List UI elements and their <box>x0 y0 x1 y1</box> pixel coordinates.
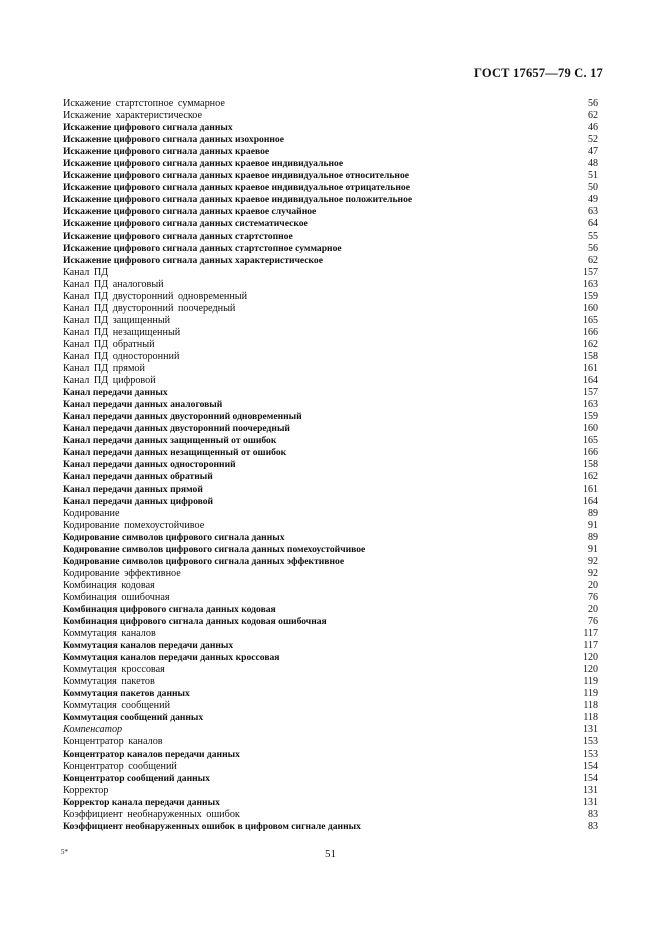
index-entry <box>63 158 598 170</box>
index-page-ref: 120 <box>583 664 598 676</box>
index-term: Корректор <box>63 784 109 796</box>
index-entry <box>63 218 598 230</box>
index-term: Концентратор сообщений <box>63 760 177 772</box>
index-page-ref: 159 <box>583 290 598 302</box>
index-entry <box>63 604 598 616</box>
index-page-ref: 62 <box>588 254 598 266</box>
index-entry <box>63 736 598 748</box>
index-term: Коммутация сообщений данных <box>63 712 204 724</box>
index-entry <box>63 532 598 544</box>
index-term: Кодирование символов цифрового сигнала данных <box>63 531 285 543</box>
index-page-ref: 163 <box>583 399 598 411</box>
index-entry <box>63 170 598 182</box>
index-page-ref: 119 <box>583 688 598 700</box>
index-page-ref: 158 <box>583 350 598 362</box>
index-entry <box>63 785 598 797</box>
index-term: Искажение стартстопное суммарное <box>63 98 225 109</box>
index-entry <box>63 544 598 556</box>
index-term: Искажение цифрового сигнала данных краевое <box>63 146 270 158</box>
signature-mark: 5* <box>61 848 68 856</box>
index-term: Коммутация кроссовая <box>63 664 165 676</box>
index-page-ref: 161 <box>583 363 598 375</box>
index-entry <box>63 797 598 809</box>
index-term: Кодирование эффективное <box>63 567 181 579</box>
index-term: Кодирование помехоустойчивое <box>63 519 205 531</box>
index-entry <box>63 279 598 291</box>
index-page-ref: 55 <box>588 230 598 242</box>
index-entry <box>63 676 598 688</box>
index-page-ref: 154 <box>583 760 598 772</box>
index-term: Канал ПД незащищенный <box>63 326 181 338</box>
index-entry <box>63 773 598 785</box>
index-entry <box>63 339 598 351</box>
index-page-ref: 62 <box>588 110 598 122</box>
index-page-ref: 163 <box>583 278 598 290</box>
index-page-ref: 51 <box>588 170 598 182</box>
index-term: Компенсатор <box>63 724 123 736</box>
index-page-ref: 76 <box>588 591 598 603</box>
index-entry <box>63 496 598 508</box>
index-page-ref: 160 <box>583 423 598 435</box>
index-term: Канал передачи данных защищенный от ошибок <box>63 435 277 447</box>
index-term: Коммутация каналов <box>63 628 156 640</box>
page-number: 51 <box>325 848 336 860</box>
index-entry <box>63 688 598 700</box>
index-entry <box>63 471 598 483</box>
index-page-ref: 52 <box>588 134 598 146</box>
index-term: Канал ПД обратный <box>63 338 155 350</box>
index-term: Коммутация каналов передачи данных кроссовая <box>63 652 280 664</box>
index-entry <box>63 206 598 218</box>
index-page-ref: 165 <box>583 435 598 447</box>
index-entry <box>63 761 598 773</box>
index-term: Канал ПД двусторонний поочередный <box>63 302 236 314</box>
index-entry <box>63 664 598 676</box>
index-page-ref: 46 <box>588 122 598 134</box>
index-entry <box>63 387 598 399</box>
index-entry <box>63 821 598 833</box>
index-term: Канал передачи данных цифровой <box>63 495 214 507</box>
index-page-ref: 92 <box>588 555 598 567</box>
index-entry <box>63 134 598 146</box>
index-entry <box>63 435 598 447</box>
index-term: Кодирование <box>63 507 120 519</box>
index-term: Искажение цифрового сигнала данных характеристическое <box>63 254 323 266</box>
index-term: Канал ПД двусторонний одновременный <box>63 290 248 302</box>
index-term: Канал ПД прямой <box>63 363 145 375</box>
index-page-ref: 157 <box>583 266 598 278</box>
index-page-ref: 89 <box>588 507 598 519</box>
index-page-ref: 160 <box>583 302 598 314</box>
index-term: Искажение цифрового сигнала данных краевое индивидуальное положительное <box>63 194 413 206</box>
index-entry <box>63 616 598 628</box>
index-page-ref: 119 <box>583 676 598 688</box>
index-page-ref: 50 <box>588 182 598 194</box>
index-entry <box>63 568 598 580</box>
index-page-ref: 118 <box>583 700 598 712</box>
index-entry <box>63 243 598 255</box>
index-page-ref: 153 <box>583 736 598 748</box>
index-page-ref: 117 <box>583 640 598 652</box>
index-page-ref: 120 <box>583 652 598 664</box>
index-entry <box>63 122 598 134</box>
index-page-ref: 118 <box>583 712 598 724</box>
index-entry <box>63 484 598 496</box>
index-page-ref: 92 <box>588 567 598 579</box>
index-term: Канал передачи данных двусторонний одновременный <box>63 411 302 423</box>
index-entry <box>63 712 598 724</box>
index-term: Искажение цифрового сигнала данных стартстопное <box>63 230 293 242</box>
index-term: Коэффициент необнаруженных ошибок <box>63 808 240 820</box>
index-term: Комбинация цифрового сигнала данных кодовая ошибочная <box>63 616 327 628</box>
index-entry <box>63 411 598 423</box>
index-entry <box>63 375 598 387</box>
index-page-ref: 159 <box>583 411 598 423</box>
index-term: Коммутация сообщений <box>63 700 171 712</box>
index-term: Концентратор сообщений данных <box>63 772 210 784</box>
index-entry <box>63 592 598 604</box>
index-page-ref: 48 <box>588 158 598 170</box>
index-page-ref: 154 <box>583 772 598 784</box>
index-term: Концентратор каналов передачи данных <box>63 748 240 760</box>
index-page-ref: 63 <box>588 206 598 218</box>
index-entry <box>63 700 598 712</box>
index-entry <box>63 231 598 243</box>
index-page-ref: 91 <box>588 543 598 555</box>
index-page-ref: 161 <box>583 483 598 495</box>
index-term: Канал ПД аналоговый <box>63 278 164 290</box>
index-entry <box>63 363 598 375</box>
index-term: Комбинация цифрового сигнала данных кодовая <box>63 603 276 615</box>
index-term: Искажение цифрового сигнала данных <box>63 122 233 134</box>
index-term: Концентратор каналов <box>63 736 163 748</box>
index-term: Канал передачи данных аналоговый <box>63 399 223 411</box>
index-page-ref: 158 <box>583 459 598 471</box>
index-page-ref: 89 <box>588 531 598 543</box>
index-page-ref: 64 <box>588 218 598 230</box>
index-page-ref: 162 <box>583 338 598 350</box>
index-term: Канал передачи данных обратный <box>63 471 213 483</box>
index-entry <box>63 110 598 122</box>
index-entry <box>63 98 598 110</box>
index-term: Канал ПД цифровой <box>63 375 156 387</box>
index-page-ref: 76 <box>588 616 598 628</box>
index-term: Искажение цифрового сигнала данных изохронное <box>63 134 284 146</box>
index-page-ref: 164 <box>583 375 598 387</box>
index-term: Канал передачи данных односторонний <box>63 459 236 471</box>
index-entry <box>63 267 598 279</box>
index-term: Искажение цифрового сигнала данных краевое индивидуальное относительное <box>63 170 410 182</box>
index-page-ref: 166 <box>583 326 598 338</box>
index-page-ref: 162 <box>583 471 598 483</box>
index-page-ref: 131 <box>583 784 598 796</box>
index-page-ref: 20 <box>588 603 598 615</box>
index-entry <box>63 255 598 267</box>
index-term: Искажение цифрового сигнала данных систематическое <box>63 218 308 230</box>
index-entry <box>63 459 598 471</box>
index-term: Кодирование символов цифрового сигнала данных эффективное <box>63 555 345 567</box>
index-entry <box>63 146 598 158</box>
index-term: Искажение цифрового сигнала данных краевое индивидуальное <box>63 158 344 170</box>
index-term: Искажение цифрового сигнала данных краевое индивидуальное отрицательное <box>63 182 410 194</box>
index-term: Коммутация пакетов данных <box>63 688 190 700</box>
index-entry <box>63 447 598 459</box>
index-entry <box>63 399 598 411</box>
index-page-ref: 91 <box>588 519 598 531</box>
index-term: Канал передачи данных <box>63 387 168 399</box>
index-page-ref: 83 <box>588 808 598 820</box>
index-entry <box>63 580 598 592</box>
index-term: Искажение цифрового сигнала данных стартстопное суммарное <box>63 242 342 254</box>
index-page-ref: 20 <box>588 579 598 591</box>
index-page-ref: 131 <box>583 724 598 736</box>
index-entry <box>63 182 598 194</box>
index-term: Коэффициент необнаруженных ошибок в цифровом сигнале данных <box>63 820 361 832</box>
index-entry <box>63 809 598 821</box>
index-entry <box>63 508 598 520</box>
index-term: Искажение цифрового сигнала данных краевое случайное <box>63 206 317 218</box>
index-term: Корректор канала передачи данных <box>63 796 220 808</box>
term-index <box>63 98 598 833</box>
index-term: Канал ПД <box>63 266 109 278</box>
index-entry <box>63 724 598 736</box>
index-term: Канал передачи данных прямой <box>63 483 203 495</box>
index-page-ref: 165 <box>583 314 598 326</box>
index-page-ref: 153 <box>583 748 598 760</box>
index-page-ref: 117 <box>583 628 598 640</box>
index-term: Комбинация кодовая <box>63 579 155 591</box>
index-page-ref: 157 <box>583 387 598 399</box>
index-page-ref: 166 <box>583 447 598 459</box>
index-page-ref: 164 <box>583 495 598 507</box>
index-term: Канал передачи данных незащищенный от ошибок <box>63 447 287 459</box>
index-term: Канал ПД защищенный <box>63 314 171 326</box>
index-page-ref: 47 <box>588 146 598 158</box>
index-entry <box>63 303 598 315</box>
index-page-ref: 56 <box>588 98 598 109</box>
index-entry <box>63 194 598 206</box>
index-term: Канал передачи данных двусторонний поочередный <box>63 423 290 435</box>
index-page-ref: 83 <box>588 820 598 832</box>
index-term: Комбинация ошибочная <box>63 591 170 603</box>
index-entry <box>63 423 598 435</box>
document-header: ГОСТ 17657—79 С. 17 <box>474 66 603 80</box>
index-page-ref: 131 <box>583 796 598 808</box>
index-entry <box>63 327 598 339</box>
index-term: Канал ПД односторонний <box>63 350 180 362</box>
index-term: Кодирование символов цифрового сигнала данных помехоустойчивое <box>63 543 366 555</box>
index-entry <box>63 628 598 640</box>
index-entry <box>63 520 598 532</box>
index-entry <box>63 749 598 761</box>
index-term: Коммутация каналов передачи данных <box>63 640 234 652</box>
index-term: Искажение характеристическое <box>63 110 203 122</box>
index-entry <box>63 315 598 327</box>
index-entry <box>63 291 598 303</box>
index-page-ref: 49 <box>588 194 598 206</box>
index-entry <box>63 556 598 568</box>
index-entry <box>63 351 598 363</box>
index-term: Коммутация пакетов <box>63 676 155 688</box>
index-page-ref: 56 <box>588 242 598 254</box>
index-entry <box>63 640 598 652</box>
index-entry <box>63 652 598 664</box>
